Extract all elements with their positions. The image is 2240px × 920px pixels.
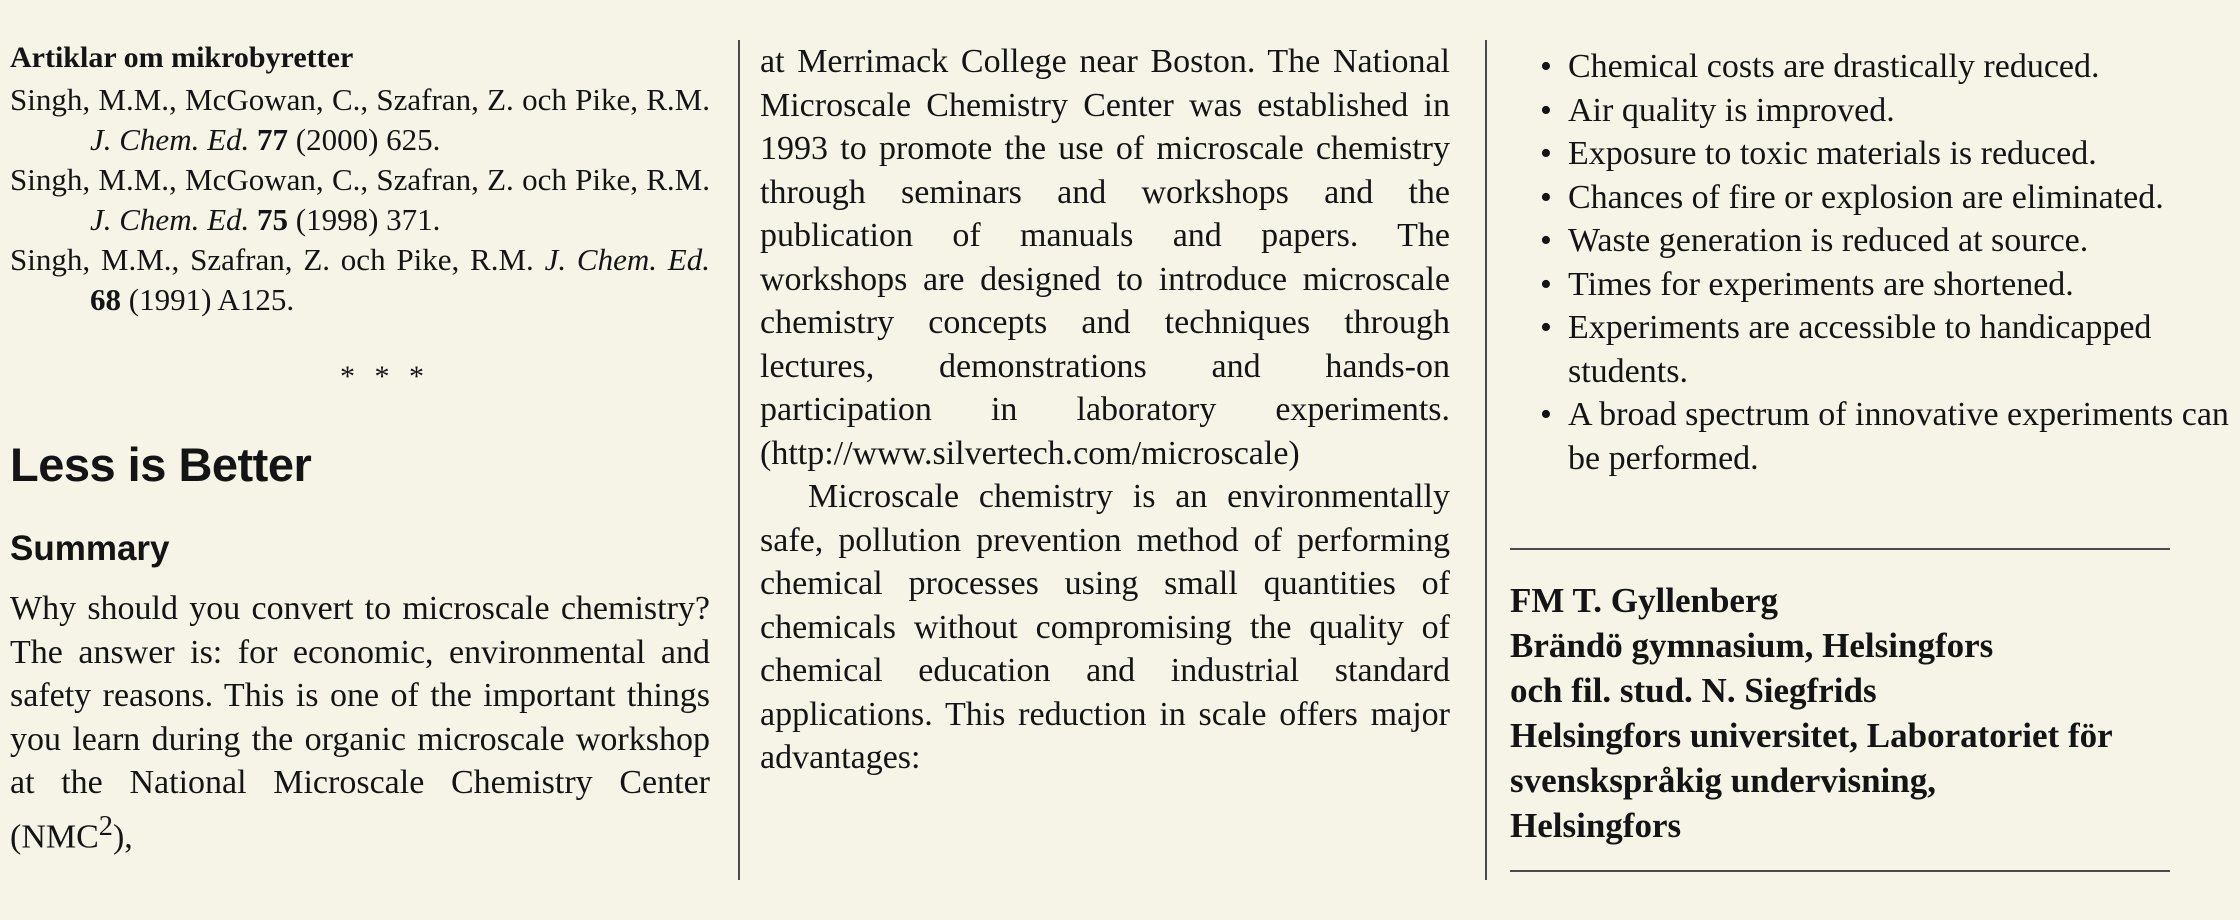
advantage-item: • Experiments are accessible to handicapped students. xyxy=(1540,306,2230,393)
advantage-item: • Air quality is improved. xyxy=(1540,89,2230,133)
reference-item xyxy=(10,80,710,160)
author-line: svenskspråkig undervisning, xyxy=(1510,761,1936,800)
summary-text-end: ), xyxy=(112,817,133,855)
reference-item xyxy=(10,240,710,320)
body-paragraph: at Merrimack College near Boston. The National Microscale Chemistry Center was established in 1993 to promote the use of microscale chemistry through seminars and workshops and the publication of manuals and papers. The workshops are designed to introduce microscale chemistry concepts and techniques through lectures, demonstrations and hands-on participation in laboratory experiments. (http://www.silvertech.com/microscale) xyxy=(760,43,1450,472)
author-line: FM T. Gyllenberg xyxy=(1510,581,1778,620)
reference-volume: 68 xyxy=(90,282,121,317)
reference-list xyxy=(10,80,710,320)
reference-journal: J. Chem. Ed. xyxy=(544,242,710,277)
reference-authors: Singh, M.M., McGowan, C., Szafran, Z. och Pike, R.M. xyxy=(10,162,710,197)
author-line: Helsingfors universitet, Laboratoriet för xyxy=(1510,716,2113,755)
body-paragraph: Microscale chemistry is an environmentally safe, pollution prevention method of performing chemical processes using small quantities of chemicals without compromising the quality of chemical education and industrial standard applications. This reduction in scale offers major advantages: xyxy=(760,478,1450,776)
author-line: och fil. stud. N. Siegfrids xyxy=(1510,671,1877,710)
article-title: Less is Better xyxy=(10,438,312,491)
reference-year-page: (2000) 625. xyxy=(295,122,441,157)
advantage-item: • Exposure to toxic materials is reduced. xyxy=(1540,132,2230,176)
advantage-item: • A broad spectrum of innovative experiments can be performed. xyxy=(1540,393,2230,480)
author-divider-bottom xyxy=(1510,870,2170,872)
reference-volume: 75 xyxy=(257,202,289,237)
reference-volume: 77 xyxy=(257,122,289,157)
author-line: Brändö gymnasium, Helsingfors xyxy=(1510,626,1994,665)
author-divider-top xyxy=(1510,548,2170,550)
reference-authors: Singh, M.M., McGowan, C., Szafran, Z. och Pike, R.M. xyxy=(10,82,710,117)
reference-journal: J. Chem. Ed. xyxy=(90,122,250,157)
summary-text: Why should you convert to microscale chemistry? The answer is: for economic, environmental and safety reasons. This is one of the important things you learn during the organic microscale workshop at the National Microscale Chemistry Center (NMC xyxy=(10,590,710,855)
reference-journal: J. Chem. Ed. xyxy=(90,202,250,237)
references-heading: Artiklar om mikrobyretter xyxy=(10,41,354,74)
body-text xyxy=(760,40,1450,780)
column-divider xyxy=(738,40,740,880)
section-separator: * * * xyxy=(340,360,430,393)
reference-authors: Singh, M.M., Szafran, Z. och Pike, R.M. xyxy=(10,242,534,277)
article-subtitle: Summary xyxy=(10,529,170,568)
advantage-item: • Chances of fire or explosion are eliminated. xyxy=(1540,176,2230,220)
reference-year-page: (1991) A125. xyxy=(128,282,295,317)
author-line: Helsingfors xyxy=(1510,806,1682,845)
advantages-list xyxy=(1540,45,2230,480)
reference-year-page: (1998) 371. xyxy=(295,202,441,237)
advantage-item: • Chemical costs are drastically reduced. xyxy=(1540,45,2230,89)
author-block xyxy=(1510,578,2220,848)
column-divider xyxy=(1485,40,1487,880)
reference-item xyxy=(10,160,710,240)
summary-paragraph xyxy=(10,587,710,858)
summary-superscript: 2 xyxy=(98,810,113,842)
advantage-item: • Waste generation is reduced at source. xyxy=(1540,219,2230,263)
advantage-item: • Times for experiments are shortened. xyxy=(1540,263,2230,307)
